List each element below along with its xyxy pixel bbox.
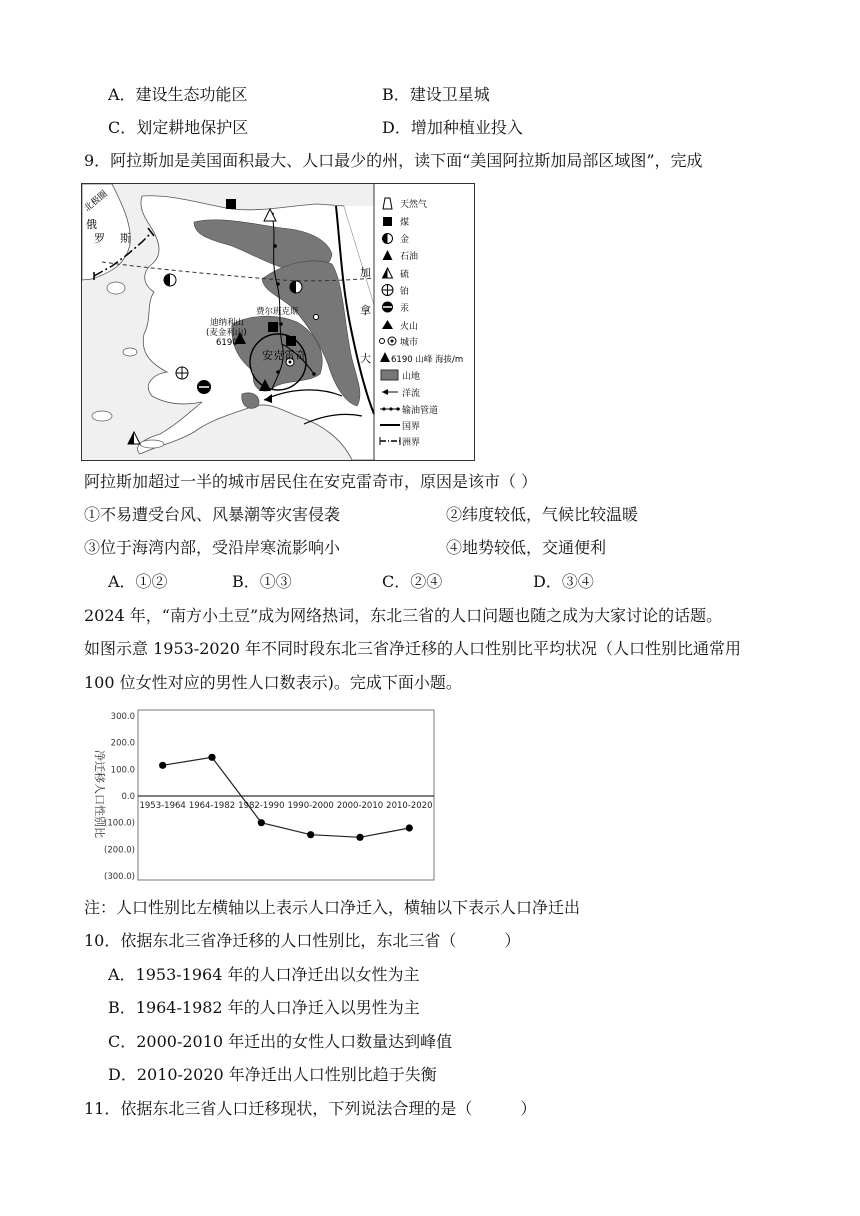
q10-stem: 10．依据东北三省净迁移的人口性别比，东北三省（ ） <box>84 931 521 950</box>
data-point <box>159 762 166 769</box>
q9-question: 阿拉斯加超过一半的城市居民住在安克雷奇市，原因是该市（ ） <box>84 472 538 491</box>
legend-volcano: 火山 <box>400 322 419 332</box>
data-point <box>356 834 363 841</box>
x-tick-label: 1953-1964 <box>139 801 186 811</box>
q9-option-a: A．①② <box>108 572 168 591</box>
legend-border: 国界 <box>402 422 421 432</box>
y-tick-label: (200.0) <box>104 845 135 856</box>
q10-option-d: D．2010-2020 年净迁出人口性别比趋于失衡 <box>108 1065 437 1084</box>
canada-label-1: 加 <box>360 266 371 279</box>
legend-city: 城市 <box>400 338 419 348</box>
legend-sulfur: 硫 <box>400 270 410 280</box>
legend-oil: 石油 <box>400 252 419 262</box>
legend-gold: 金 <box>400 235 410 245</box>
y-tick-label: 200.0 <box>110 738 135 749</box>
data-point <box>307 831 314 838</box>
y-tick-label: 100.0 <box>110 765 135 776</box>
legend-natural-gas: 天然气 <box>400 200 428 210</box>
q10-option-c: C．2000-2010 年迁出的女性人口数量达到峰值 <box>108 1032 453 1051</box>
q9-option-d: D．③④ <box>533 572 594 591</box>
y-tick-label: 300.0 <box>110 712 135 722</box>
legend-continent-border: 洲界 <box>402 438 421 448</box>
arctic-circle-label: 北极圈 <box>82 189 110 215</box>
legend-pipeline: 输油管道 <box>402 406 439 416</box>
legend-mercury: 汞 <box>400 304 410 314</box>
denali-alt-label: (麦金利山) <box>206 328 247 338</box>
russia-label-3: 斯 <box>120 232 131 245</box>
y-axis-label: 净迁移人口性别比 <box>93 750 106 838</box>
fairbanks-label: 费尔班克斯 <box>256 307 299 317</box>
russia-label-2: 罗 <box>94 232 105 245</box>
legend-mountain: 山地 <box>402 372 421 382</box>
legend-current: 洋流 <box>402 389 421 399</box>
alaska-map <box>81 183 475 461</box>
y-tick-label: 0.0 <box>121 792 135 802</box>
legend-peak: 6190 山峰 海拔/m <box>391 355 464 365</box>
q9-statement-2: ②纬度较低，气候比较温暖 <box>446 505 639 524</box>
q9-option-c: C．②④ <box>382 572 443 591</box>
y-tick-label: (300.0) <box>104 872 135 882</box>
data-point <box>258 819 265 826</box>
x-tick-label: 1990-2000 <box>287 801 334 811</box>
intro-line-2: 如图示意 1953-2020 年不同时段东北三省净迁移的人口性别比平均状况（人口性别比通常用 <box>84 639 742 658</box>
legend-coal: 煤 <box>400 218 410 228</box>
q9-option-b: B．①③ <box>232 572 292 591</box>
data-point <box>406 824 413 831</box>
q8-option-b: B．建设卫星城 <box>382 85 490 104</box>
y-tick-label: (100.0) <box>104 818 135 829</box>
russia-label-1: 俄 <box>86 218 97 231</box>
x-tick-label: 1982-1990 <box>238 801 285 811</box>
canada-label-3: 大 <box>360 352 371 365</box>
plot-frame <box>138 710 434 880</box>
intro-line-3: 100 位女性对应的男性人口数表示)。完成下面小题。 <box>84 673 462 692</box>
anchorage-label: 安克雷奇 <box>262 349 306 362</box>
denali-elevation-label: 6190 <box>216 338 238 348</box>
q8-option-c: C．划定耕地保护区 <box>108 118 249 137</box>
q11-stem: 11．依据东北三省人口迁移现状，下列说法合理的是（ ） <box>84 1099 537 1118</box>
x-tick-label: 2010-2020 <box>386 801 433 811</box>
q10-option-b: B．1964-1982 年的人口净迁入以男性为主 <box>108 998 420 1017</box>
data-point <box>208 754 215 761</box>
canada-label-2: 拿 <box>360 304 371 317</box>
q9-statement-4: ④地势较低，交通便利 <box>446 538 607 557</box>
q8-option-a: A．建设生态功能区 <box>108 85 248 104</box>
sex-ratio-chart <box>86 704 436 884</box>
denali-label: 迪纳利山 <box>210 318 245 328</box>
q9-statement-1: ①不易遭受台风、风暴潮等灾害侵袭 <box>84 505 341 524</box>
chart-note: 注：人口性别比左横轴以上表示人口净迁入，横轴以下表示人口净迁出 <box>84 898 581 917</box>
legend-platinum: 铂 <box>400 287 410 297</box>
x-tick-label: 2000-2010 <box>336 801 384 811</box>
q9-statement-3: ③位于海湾内部，受沿岸寒流影响小 <box>84 538 341 557</box>
q10-option-a: A．1953-1964 年的人口净迁出以女性为主 <box>108 965 420 984</box>
intro-line-1: 2024 年，“南方小土豆”成为网络热词，东北三省的人口问题也随之成为大家讨论的话题。 <box>84 606 723 625</box>
x-tick-label: 1964-1982 <box>188 801 236 811</box>
q9-stem: 9．阿拉斯加是美国面积最大、人口最少的州，读下面“美国阿拉斯加局部区域图”，完成 <box>84 151 703 170</box>
q8-option-d: D．增加种植业投入 <box>382 118 523 137</box>
